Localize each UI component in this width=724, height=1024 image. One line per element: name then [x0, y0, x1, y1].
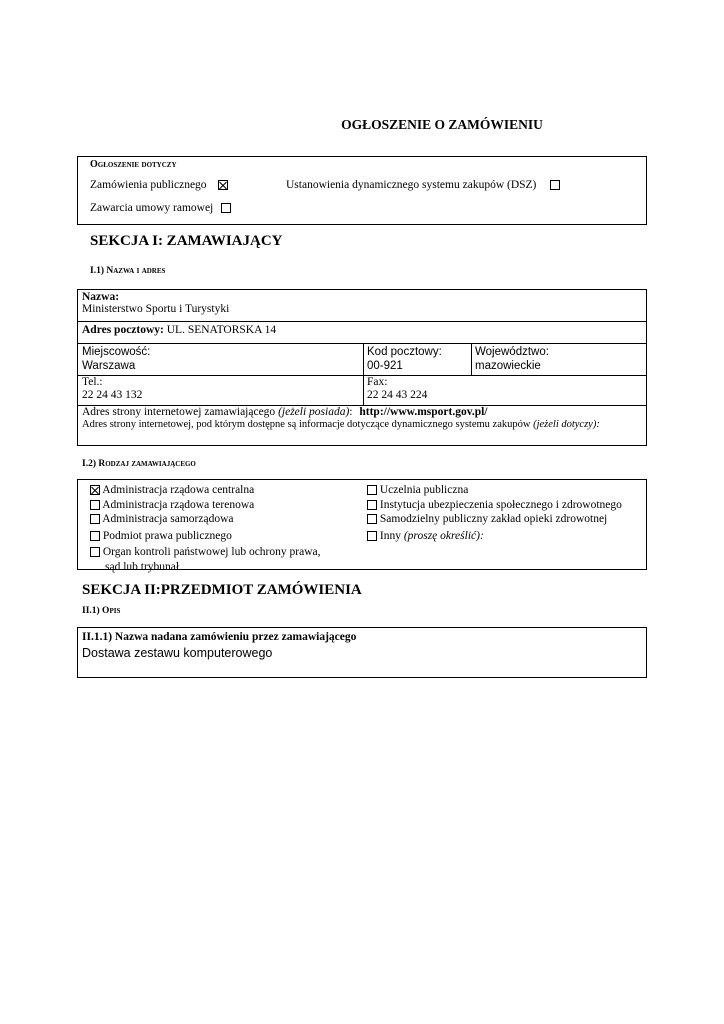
contract-name-box [77, 627, 647, 678]
www-line [82, 406, 642, 418]
contract-name-label: II.1.1) Nazwa nadana zamówieniu przez zamawiającego [82, 631, 357, 643]
type-checkbox-public-law[interactable] [90, 531, 100, 541]
name-cell [82, 291, 229, 315]
type-label-cont: sąd lub trybunał [105, 560, 180, 573]
section-2-title: SEKCJA II:PRZEDMIOT ZAMÓWIENIA [82, 582, 362, 598]
address-cell [82, 324, 276, 336]
notice-option-framework [90, 202, 231, 214]
voivodeship-value: mazowieckie [475, 360, 541, 372]
type-checkbox-control[interactable] [90, 547, 100, 557]
tel-cell [82, 376, 142, 402]
city-value: Warszawa [82, 360, 136, 372]
zip-value: 00-921 [367, 360, 403, 372]
dsz-checkbox[interactable] [550, 180, 560, 190]
tel-label: Tel.: [82, 376, 103, 388]
address-value: UL. SENATORSKA 14 [163, 324, 277, 336]
type-row [90, 529, 320, 544]
fax-value: 22 24 43 224 [367, 389, 428, 401]
tel-value: 22 24 43 132 [82, 389, 143, 401]
notice-option-dsz [286, 179, 560, 191]
type-label: Inny [379, 529, 401, 542]
type-row [90, 512, 320, 527]
contract-name-value: Dostawa zestawu komputerowego [82, 646, 273, 660]
zip-label: Kod pocztowy: [367, 346, 442, 358]
dsz-line [82, 418, 642, 431]
type-row [367, 498, 622, 513]
city-cell [82, 345, 150, 373]
www-link[interactable]: http://www.msport.gov.pl/ [359, 406, 488, 418]
type-row [90, 483, 320, 498]
section-1-title: SEKCJA I: ZAMAWIAJĄCY [90, 233, 283, 249]
type-row [90, 545, 320, 560]
type-label: Administracja rządowa terenowa [102, 498, 255, 511]
fax-label: Fax: [367, 376, 388, 388]
zip-cell [367, 345, 442, 373]
address-table [77, 289, 647, 446]
section-2-1-heading: II.1) Opis [82, 606, 121, 616]
voivodeship-cell [475, 345, 549, 373]
type-checkbox-university[interactable] [367, 485, 377, 495]
address-label: Adres pocztowy: [82, 324, 164, 336]
type-row [367, 529, 622, 544]
voivodeship-label: Województwo: [475, 346, 549, 358]
types-left-column [90, 483, 320, 574]
www-separator: : [349, 406, 353, 418]
types-right-column [367, 483, 622, 543]
option-label: Ustanowienia dynamicznego systemu zakupów (DSZ) [286, 179, 537, 191]
name-label: Nazwa: [82, 291, 120, 303]
type-label: Instytucja ubezpieczenia społecznego i zdrowotnego [379, 498, 622, 511]
public-contract-checkbox[interactable] [218, 180, 228, 190]
name-value: Ministerstwo Sportu i Turystyki [82, 303, 230, 315]
notice-box [77, 156, 647, 225]
section-1-1-heading: I.1) Nazwa i adres [90, 266, 166, 276]
authority-type-box [77, 479, 647, 573]
type-label: Organ kontroli państwowej lub ochrony prawa, [102, 546, 321, 558]
option-label: Zawarcia umowy ramowej [90, 202, 214, 214]
type-checkbox-local[interactable] [90, 514, 100, 524]
type-label: Administracja samorządowa [102, 513, 234, 525]
type-label: Samodzielny publiczny zakład opieki zdrowotnej [379, 513, 608, 525]
city-label: Miejscowość: [82, 346, 151, 358]
www-label: Adres strony internetowej zamawiającego [82, 406, 276, 418]
dsz-label: Adres strony internetowej, pod którym dostępne są informacje dotyczące dynamicznego systemu zakupów [82, 419, 531, 430]
section-1-2-heading: I.2) Rodzaj zamawiającego [82, 459, 196, 469]
notice-heading: Ogłoszenie dotyczy [90, 159, 177, 170]
type-row [90, 498, 320, 513]
option-label: Zamówienia publicznego [90, 179, 207, 191]
fax-cell [367, 376, 427, 402]
type-row [367, 483, 622, 498]
type-checkbox-regional[interactable] [90, 500, 100, 510]
notice-option-public [90, 179, 228, 191]
www-cell [82, 406, 642, 431]
type-checkbox-insurance[interactable] [367, 500, 377, 510]
type-row [367, 512, 622, 527]
other-hint: (proszę określić): [403, 529, 484, 542]
type-checkbox-other[interactable] [367, 531, 377, 541]
type-checkbox-central[interactable] [90, 485, 100, 495]
document-title: OGŁOSZENIE O ZAMÓWIENIU [341, 117, 543, 132]
dsz-hint: (jeżeli dotyczy): [533, 419, 600, 430]
type-label: Administracja rządowa centralna [102, 484, 255, 496]
framework-checkbox[interactable] [221, 203, 231, 213]
type-checkbox-healthcare[interactable] [367, 514, 377, 524]
type-label: Podmiot prawa publicznego [102, 529, 232, 542]
www-hint: (jeżeli posiada) [278, 406, 350, 418]
type-label: Uczelnia publiczna [379, 484, 469, 496]
